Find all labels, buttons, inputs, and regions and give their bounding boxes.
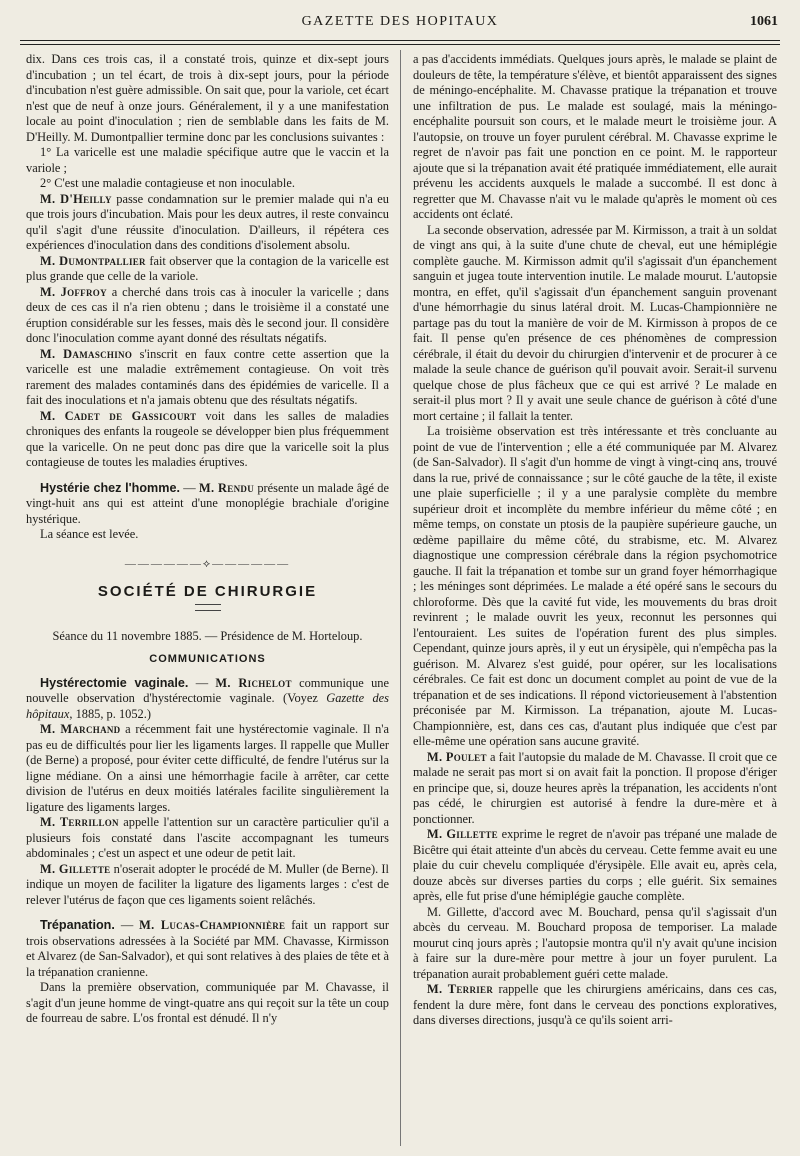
paragraph-text: fait un rapport sur trois observations adressées à la Société par MM. Chavasse, Kirmisson et Alvarez (de San-Salvador), et qui sont relatives à des plaies de tête et à la trépanation cranienne. — [26, 918, 389, 979]
paragraph-text: a récemment fait une hystérectomie vaginale. Il n'a pas eu de difficultés pour lier les ligaments larges. Il rappelle que Muller (de Berne) a proposé, pour éviter cette difficulté, de fendre l'utérus sur la ligne médiane. On a ainsi une hémorrhagie facile à arrêter, car cette division de l'utérus en deux moitiés latérales facilite singulièrement la ligature des ligaments larges. — [26, 722, 389, 814]
paragraph — [26, 285, 389, 347]
section-ornament: ——————⟡—————— — [124, 557, 291, 570]
session-line: Séance du 11 novembre 1885. — Présidence de M. Horteloup. — [52, 628, 363, 643]
paragraph: Dans la première observation, communiquée par M. Chavasse, il s'agit d'un jeune homme de vingt-quatre ans qui reçoit sur la tête un coup de fourreau de sabre. L'os frontal est dénudé. Il n'y — [26, 980, 389, 1025]
paragraph-text: appelle l'attention sur un caractère particulier qu'il a plusieurs fois constaté dans l'ascite accompagnant les tumeurs abdominales ; c'est un aspect et une odeur de petit lait. — [26, 815, 389, 860]
subheading: Trépanation. — [40, 918, 115, 932]
speaker-name: M. D'Heilly — [40, 191, 112, 206]
speaker-name: M. Richelot — [215, 675, 292, 690]
citation: Gazette des hôpitaux — [26, 691, 389, 721]
paragraph — [26, 347, 389, 409]
paragraph — [26, 409, 389, 471]
section-title: SOCIÉTÉ DE CHIRURGIE — [97, 583, 318, 600]
dash: — — [179, 480, 200, 495]
paragraph — [26, 676, 389, 723]
paragraph — [26, 254, 389, 285]
left-column — [26, 52, 389, 1148]
speaker-name: M. Joffroy — [40, 284, 107, 299]
paragraph-text: a fait l'autopsie du malade de M. Chavasse. Il croit que ce malade ne serait pas mort si on avait fait la ponction. Il propose d'ériger en principe que, si, douze heures après la trépanation, les accidents n'ont pas cédé, le chirurgien est autorisé à fendre la dure-mère et à ponctionner. — [413, 749, 777, 826]
paragraph-text: communique une nouvelle observation d'hystérectomie vaginale. (Voyez — [26, 675, 389, 705]
paragraph: La séance est levée. — [40, 527, 139, 541]
paragraph — [26, 192, 389, 254]
page-header — [20, 14, 780, 38]
paragraph: a pas d'accidents immédiats. Quelques jours après, le malade se plaint de douleurs de tête, la température s'élève, et bientôt apparaissent des signes de méningo-encéphalite. M. Chavasse pratique la trépanation et trouve une infiltration de pus. Le malade est soulagé, mais la méningo-encéphalite poursuit son cours, et le malade meurt le troisième jour. A l'autopsie, on trouve un foyer purulent cérébral. M. Chavasse exprime le regret de n'avoir pas fait une ponction en ce point. M. le rapporteur ajoute que si la trépanation avait été pratiquée immédiatement, elle aurait prévenu les accidents auxquels le malade a succombé. Il est donc à regretter que M. Chavasse n'ait vu le malade qu'après le moment où ces accidents ont éclaté. — [413, 52, 777, 221]
speaker-name: M. Cadet de Gassicourt — [40, 408, 197, 423]
paragraph — [413, 827, 777, 905]
paragraph: 2° C'est une maladie contagieuse et non inoculable. — [40, 176, 295, 190]
dash: — — [188, 675, 216, 690]
speaker-name: M. Marchand — [40, 722, 121, 736]
dash: — — [114, 918, 140, 932]
subheading: Hystérie chez l'homme. — [40, 480, 180, 495]
paragraph: La seconde observation, adressée par M. Kirmisson, a trait à un soldat de vingt ans qui, à la suite d'une chute de cheval, eut une hémiplégie complète gauche. M. Kirmisson admit qu'il s'agissait d'un épanchement sanguin et jugea toute intervention inutile. Le malade mourut. L'autopsie montra, en effet, qu'il s'agissait d'un épanchement sanguin provenant d'une hémorrhagie du sinus latéral droit. M. Lucas-Championnière ne partage pas du tout la manière de voir de M. Kirmisson à propos de ce fait. Il pense qu'en présence de ces phénomènes de compression cérébrale, il était du devoir du chirurgien d'intervenir et de procurer à ce malade la seule chance de guérison qu'il pouvait avoir. Serait-il survenu quelque chose de plus fâcheux que ce qui est arrivé ? Le malade en serait-il plus mort ? Il y avait une seule chance de guérison à côté d'une mort certaine ; il fallait la tenter. — [413, 222, 777, 423]
section-rule — [195, 604, 221, 611]
speaker-name: M. Dumontpallier — [40, 253, 146, 268]
paragraph — [413, 750, 777, 828]
speaker-name: M. Damaschino — [40, 346, 133, 361]
paragraph: M. Gillette, d'accord avec M. Bouchard, pensa qu'il s'agissait d'un abcès du cerveau. M. Bouchard proposa de temporiser. La malade mourut cinq jours après ; l'autopsie montra qu'il n'y avait qu'une incision à faire sur la dure-mère pour mettre à jour un foyer purulent. La trépanation aurait probablement guéri cette malade. — [413, 904, 777, 981]
paragraph-text: fait observer que la contagion de la varicelle est plus grande que celle de la variole. — [26, 253, 389, 283]
paragraph-text: présente un malade âgé de vingt-huit ans qui est atteint d'une monoplégie brachiale d'origine hystérique. — [26, 480, 389, 526]
paragraph: 1° La varicelle est une maladie spécifique autre que le vaccin et la variole ; — [26, 145, 389, 175]
speaker-name: M. Gillette — [427, 827, 498, 841]
speaker-name: M. Gillette — [40, 861, 111, 876]
paragraph-text: passe condamnation sur le premier malade qui n'a eu que trois jours d'incubation. Mais pour les deux autres, il reste convaincu qu'il s'agit d'une réussite d'inoculation. D'ailleurs, il répétera ces expériences d'inoculation dans des conditions d'isolement absolu. — [26, 191, 389, 252]
paragraph — [26, 862, 389, 909]
paragraph-text: a cherché dans trois cas à inoculer la varicelle ; dans deux de ces cas il n'a rien obtenu ; dans le troisième il a constaté une éruption considérable sur les fesses, mais dès le second jour. Il considère donc l'inoculation comme ayant donné des résultats négatifs. — [26, 284, 389, 345]
paragraph-text: s'inscrit en faux contre cette assertion que la varicelle est une maladie extrêmement contagieuse. On voit très rarement des malades contaminés dans des épidémies de varicelle. Il a fait des inoculations et n'a jamais obtenu que des résultats négatifs. — [26, 346, 389, 407]
paragraph-text: exprime le regret de n'avoir pas trépané une malade de Bicêtre qui était atteinte d'un abcès du cerveau. Cette femme avait eu une plaie du cuir chevelu compliquée d'érysipèle. Elle avait eu, après cela, douze abcès sur diverses parties du corps ; elle guérit. Six semaines après, elle fut prise d'une hémiplégie gauche complète. — [413, 827, 777, 903]
paragraph: La troisième observation est très intéressante et très concluante au point de vue de l'intervention ; elle a été communiquée par M. Alvarez (de San-Salvador). Il s'agit d'un homme de vingt à vingt-cinq ans, trouvé dans la rue, privé de connaissance ; sur le côté gauche de la tête, il existe une plaie superficielle ; il y a une paralysie complète du membre supérieur droit et incomplète du membre inférieur du même côté ; en même temps, on constate un ptosis de la paupière supérieure gauche, un œdème papillaire du même côté, du strabisme, etc. M. Alvarez diagnostique une compression cérébrale dans la région psychomotrice gauche. Il fait la trépanation et tombe sur un grand foyer hémorrhagique ; les méninges sont déprimées. Le malade a été opéré sans le secours du chloroforme. Dès que la cavité fut vide, les mouvements du bras droit revinrent ; le malade ouvrit les yeux, reconnut les personnes qui l'entouraient. Les suites de l'opération furent des plus simples. Cependant, quinze jours après, il y eut un érysipèle, qui n'empêcha pas la guérison. M. Alvarez s'est guidé, pour opérer, sur les localisations cérébrales. Ce fait est donc un document complet au point de vue de la trépanation et de ses indications. Il répond victorieusement à l'abstention préconisée par M. Kirmisson. La trépanation, ajoute M. Lucas-Championnière, est, dans ces cas, d'autant plus indiquée que c'est par elle-même une opération sans aucune gravité. — [413, 424, 777, 748]
speaker-name: M. Terrier — [427, 982, 494, 996]
paragraph — [26, 481, 389, 528]
header-rule — [20, 40, 780, 45]
paragraph-text: , 1885, p. 1052.) — [69, 706, 151, 721]
paragraph — [413, 982, 777, 1029]
right-column — [413, 52, 777, 1148]
paragraph — [26, 918, 389, 980]
speaker-name: M. Rendu — [199, 480, 254, 495]
column-divider — [400, 50, 401, 1146]
page-number: 1061 — [750, 14, 778, 29]
paragraph-text: voit dans les salles de maladies chroniques des enfants la rougeole se développer bien plus fréquemment que la varicelle. On ne peut donc pas dire que la varicelle soit la plus contagieuse de toutes les maladies éruptives. — [26, 408, 389, 469]
paragraph-text: rappelle que les chirurgiens américains, dans ces cas, fendent la dure mère, font dans le cerveau des ponctions exploratives, dans diverses directions, jusqu'à ce qu'ils soient arri- — [413, 982, 777, 1027]
paragraph — [26, 722, 389, 815]
communications-heading: COMMUNICATIONS — [149, 653, 266, 665]
paragraph — [26, 815, 389, 862]
paragraph: dix. Dans ces trois cas, il a constaté trois, quinze et dix-sept jours d'incubation ; un tel écart, de trois à dix-sept jours, pour la période d'incubation n'est guère admissible. On sait que, pour la variole, cet écart n'est que de neuf à onze jours. Généralement, il y a une manifestation locale au point d'inoculation ; rien de semblable dans les faits de M. D'Heilly. M. Dumontpallier termine donc par les conclusions suivantes : — [26, 52, 389, 144]
subheading: Hystérectomie vaginale. — [40, 675, 189, 690]
running-title: GAZETTE DES HOPITAUX — [301, 14, 499, 29]
speaker-name: M. Lucas-Championnière — [139, 918, 286, 932]
paragraph-text: n'oserait adopter le procédé de M. Muller (de Berne). Il indique un moyen de faciliter la ligature des ligaments larges : c'est de relever l'utérus de façon que ces ligaments soient relâchés. — [26, 861, 389, 907]
speaker-name: M. Poulet — [427, 749, 487, 764]
speaker-name: M. Terrillon — [40, 815, 119, 829]
